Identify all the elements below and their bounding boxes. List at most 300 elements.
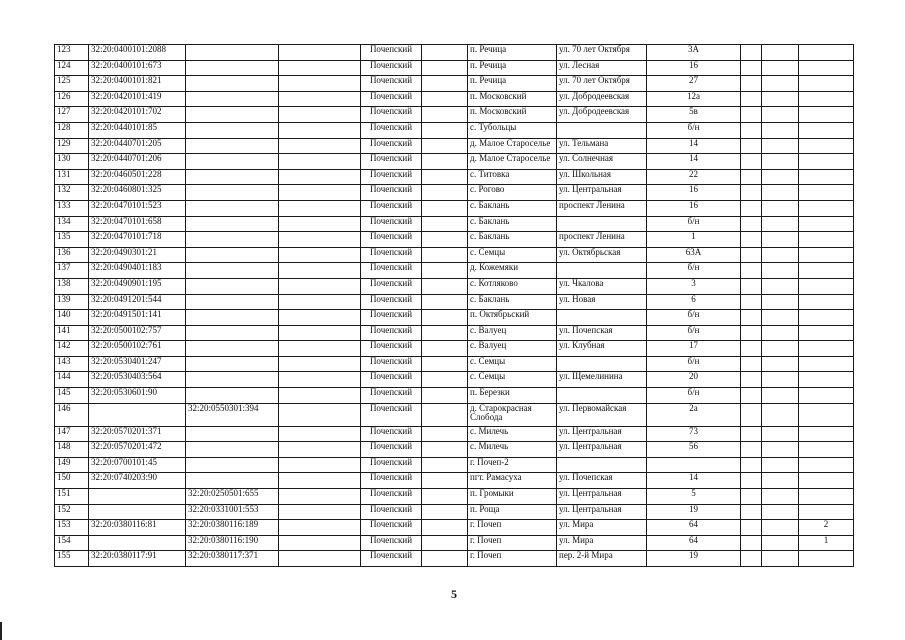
cell-unit-count [799,200,854,216]
cell-district: Почепский [361,551,422,567]
cell-cadastral-number [89,403,186,426]
cell-blank-column [279,310,361,326]
cell-blank-column-2 [422,535,468,551]
cell-cadastral-number: 32:20:0570201:371 [89,426,186,442]
cell-street [557,388,647,404]
table-row [55,263,854,279]
cell-building-cadastral-number [186,457,279,473]
property-registry-table [54,44,854,567]
cell-settlement: д. Старокрасная Слобода [468,403,557,426]
cell-blank-column [279,356,361,372]
cell-blank-column-4 [762,489,799,505]
cell-blank-column-3 [741,169,762,185]
cell-row-number: 136 [55,247,89,263]
cell-blank-column-4 [762,60,799,76]
cell-cadastral-number: 32:20:0490401:183 [89,263,186,279]
cell-blank-column [279,551,361,567]
cell-street: ул. Центральная [557,426,647,442]
cell-district: Почепский [361,45,422,61]
cell-unit-count [799,232,854,248]
cell-blank-column-4 [762,372,799,388]
cell-blank-column-3 [741,76,762,92]
cell-building-cadastral-number [186,294,279,310]
cell-blank-column-4 [762,388,799,404]
cell-row-number: 153 [55,520,89,536]
cell-cadastral-number: 32:20:0491201:544 [89,294,186,310]
cell-blank-column-2 [422,154,468,170]
table-row [55,247,854,263]
cell-row-number: 141 [55,325,89,341]
cell-blank-column-4 [762,403,799,426]
cell-settlement: п. Речица [468,76,557,92]
cell-building-cadastral-number: 32:20:0550301:394 [186,403,279,426]
cell-settlement: п. Московский [468,107,557,123]
cell-blank-column [279,107,361,123]
table-row [55,442,854,458]
cell-building-cadastral-number [186,200,279,216]
cell-cadastral-number: 32:20:0380117:91 [89,551,186,567]
cell-cadastral-number: 32:20:0380116:81 [89,520,186,536]
cell-blank-column-3 [741,263,762,279]
cell-row-number: 130 [55,154,89,170]
cell-blank-column-2 [422,310,468,326]
cell-blank-column-2 [422,520,468,536]
cell-building-cadastral-number [186,216,279,232]
cell-blank-column-3 [741,520,762,536]
table-row [55,60,854,76]
cell-house-number: 20 [647,372,741,388]
cell-blank-column-2 [422,138,468,154]
cell-settlement: п. Речица [468,60,557,76]
cell-house-number: 27 [647,76,741,92]
table-row [55,388,854,404]
cell-building-cadastral-number [186,232,279,248]
cell-blank-column [279,473,361,489]
cell-row-number: 134 [55,216,89,232]
cell-blank-column-4 [762,138,799,154]
cell-blank-column-3 [741,216,762,232]
cell-row-number: 144 [55,372,89,388]
cell-settlement: с. Милечь [468,442,557,458]
cell-blank-column [279,91,361,107]
cell-house-number: 3 [647,278,741,294]
cell-house-number: 73 [647,426,741,442]
table-row [55,232,854,248]
cell-house-number: 22 [647,169,741,185]
cell-unit-count [799,457,854,473]
cell-house-number: б/н [647,263,741,279]
cell-row-number: 124 [55,60,89,76]
cell-blank-column [279,388,361,404]
cell-blank-column-2 [422,341,468,357]
cell-building-cadastral-number [186,45,279,61]
cell-street: ул. Щемелинина [557,372,647,388]
cell-blank-column-3 [741,138,762,154]
cell-district: Почепский [361,372,422,388]
cell-blank-column [279,232,361,248]
cell-building-cadastral-number: 32:20:0250501:655 [186,489,279,505]
cell-row-number: 135 [55,232,89,248]
cell-district: Почепский [361,76,422,92]
cell-blank-column [279,294,361,310]
cell-row-number: 126 [55,91,89,107]
cell-building-cadastral-number [186,185,279,201]
table-row [55,107,854,123]
cell-row-number: 154 [55,535,89,551]
cell-blank-column [279,426,361,442]
cell-street [557,457,647,473]
cell-building-cadastral-number: 32:20:0331001:553 [186,504,279,520]
cell-blank-column-3 [741,388,762,404]
cell-cadastral-number: 32:20:0530601:90 [89,388,186,404]
table-row [55,91,854,107]
cell-unit-count: 1 [799,535,854,551]
cell-unit-count [799,341,854,357]
cell-blank-column [279,535,361,551]
cell-settlement: п. Роща [468,504,557,520]
cell-settlement: д. Малое Староселье [468,154,557,170]
cell-house-number: б/н [647,325,741,341]
cell-blank-column-3 [741,247,762,263]
cell-house-number: 19 [647,504,741,520]
cell-blank-column-3 [741,45,762,61]
cell-settlement: с. Милечь [468,426,557,442]
cell-cadastral-number: 32:20:0420101:419 [89,91,186,107]
cell-street: ул. Лесная [557,60,647,76]
cell-blank-column [279,403,361,426]
cell-unit-count [799,310,854,326]
cell-blank-column-2 [422,442,468,458]
cell-blank-column-4 [762,504,799,520]
cell-settlement: с. Рогово [468,185,557,201]
cell-cadastral-number: 32:20:0460501:228 [89,169,186,185]
cell-house-number: 17 [647,341,741,357]
cell-blank-column [279,247,361,263]
cell-street: ул. Школьная [557,169,647,185]
cell-row-number: 145 [55,388,89,404]
cell-house-number: б/н [647,356,741,372]
cell-blank-column [279,278,361,294]
cell-blank-column [279,76,361,92]
cell-row-number: 127 [55,107,89,123]
cell-unit-count [799,489,854,505]
cell-house-number: 12а [647,91,741,107]
cell-house-number: 5 [647,489,741,505]
cell-blank-column [279,45,361,61]
cell-blank-column [279,138,361,154]
cell-cadastral-number: 32:20:0530401:247 [89,356,186,372]
cell-blank-column-3 [741,489,762,505]
cell-street: ул. Чкалова [557,278,647,294]
cell-blank-column-3 [741,551,762,567]
cell-blank-column-3 [741,185,762,201]
table-row [55,372,854,388]
cell-settlement: г. Почеп [468,535,557,551]
cell-blank-column-4 [762,341,799,357]
cell-unit-count [799,185,854,201]
cell-blank-column-4 [762,535,799,551]
cell-cadastral-number: 32:20:0491501:141 [89,310,186,326]
cell-unit-count [799,76,854,92]
cell-blank-column-3 [741,294,762,310]
table-row [55,504,854,520]
cell-street: ул. Центральная [557,489,647,505]
cell-street [557,122,647,138]
cell-district: Почепский [361,489,422,505]
cell-street: ул. Почепская [557,473,647,489]
cell-blank-column-2 [422,504,468,520]
cell-unit-count [799,60,854,76]
cell-house-number: б/н [647,122,741,138]
cell-building-cadastral-number [186,154,279,170]
cell-unit-count [799,107,854,123]
cell-blank-column-3 [741,200,762,216]
cell-district: Почепский [361,426,422,442]
cell-blank-column-4 [762,520,799,536]
cell-building-cadastral-number [186,325,279,341]
cell-row-number: 142 [55,341,89,357]
cell-house-number: 5в [647,107,741,123]
cell-house-number: 14 [647,473,741,489]
table-row [55,122,854,138]
cell-blank-column [279,169,361,185]
cell-building-cadastral-number: 32:20:0380116:189 [186,520,279,536]
cell-blank-column-4 [762,426,799,442]
cell-street: ул. Центральная [557,442,647,458]
cell-house-number: 6 [647,294,741,310]
cell-blank-column-2 [422,122,468,138]
cell-unit-count [799,169,854,185]
cell-unit-count [799,263,854,279]
cell-blank-column [279,504,361,520]
cell-row-number: 151 [55,489,89,505]
cell-house-number: 16 [647,200,741,216]
cell-settlement: пгт. Рамасуха [468,473,557,489]
cell-blank-column [279,216,361,232]
cell-unit-count [799,388,854,404]
cell-blank-column-3 [741,426,762,442]
cell-blank-column-2 [422,294,468,310]
cell-blank-column-2 [422,278,468,294]
cell-blank-column-4 [762,442,799,458]
cell-blank-column-2 [422,388,468,404]
cell-blank-column-4 [762,473,799,489]
cell-cadastral-number: 32:20:0420101:702 [89,107,186,123]
cell-row-number: 139 [55,294,89,310]
table-row [55,325,854,341]
cell-row-number: 150 [55,473,89,489]
cell-blank-column [279,122,361,138]
cell-street: ул. Почепская [557,325,647,341]
cell-settlement: с. Баклань [468,200,557,216]
cell-building-cadastral-number [186,442,279,458]
cell-district: Почепский [361,341,422,357]
cell-cadastral-number: 32:20:0490901:195 [89,278,186,294]
cell-building-cadastral-number [186,356,279,372]
cell-street: ул. Клубная [557,341,647,357]
cell-district: Почепский [361,216,422,232]
cell-blank-column [279,372,361,388]
cell-street: ул. Мира [557,520,647,536]
cell-blank-column-4 [762,232,799,248]
cell-blank-column-2 [422,45,468,61]
cell-unit-count [799,325,854,341]
cell-street: ул. Мира [557,535,647,551]
cell-district: Почепский [361,457,422,473]
cell-unit-count: 2 [799,520,854,536]
cell-row-number: 146 [55,403,89,426]
cell-blank-column-2 [422,457,468,473]
cell-blank-column-3 [741,473,762,489]
cell-unit-count [799,154,854,170]
cell-settlement: г. Почеп-2 [468,457,557,473]
cell-blank-column-4 [762,122,799,138]
cell-street: ул. 70 лет Октября [557,45,647,61]
table-row [55,278,854,294]
cell-blank-column-4 [762,107,799,123]
cell-row-number: 149 [55,457,89,473]
cell-cadastral-number: 32:20:0440701:205 [89,138,186,154]
cell-blank-column [279,325,361,341]
cell-blank-column-2 [422,473,468,489]
table-row [55,169,854,185]
cell-district: Почепский [361,232,422,248]
cell-blank-column-4 [762,325,799,341]
cell-district: Почепский [361,403,422,426]
cell-row-number: 137 [55,263,89,279]
cell-building-cadastral-number [186,122,279,138]
cell-street: пер. 2-й Мира [557,551,647,567]
cell-building-cadastral-number [186,473,279,489]
cell-district: Почепский [361,247,422,263]
cell-house-number [647,457,741,473]
cell-settlement: с. Баклань [468,232,557,248]
cell-district: Почепский [361,169,422,185]
cell-settlement: с. Семцы [468,356,557,372]
cell-settlement: п. Речица [468,45,557,61]
cell-settlement: п. Громыки [468,489,557,505]
cell-settlement: г. Почеп [468,520,557,536]
table-row [55,489,854,505]
cell-building-cadastral-number [186,60,279,76]
table-row [55,551,854,567]
cell-district: Почепский [361,473,422,489]
cell-row-number: 131 [55,169,89,185]
cell-district: Почепский [361,325,422,341]
cell-house-number: 56 [647,442,741,458]
cell-unit-count [799,216,854,232]
cell-settlement: п. Московский [468,91,557,107]
cell-blank-column [279,489,361,505]
cell-cadastral-number: 32:20:0740203:90 [89,473,186,489]
table-row [55,200,854,216]
cell-district: Почепский [361,294,422,310]
cell-unit-count [799,247,854,263]
cell-blank-column-3 [741,91,762,107]
cell-blank-column-2 [422,372,468,388]
cell-blank-column-2 [422,60,468,76]
cell-settlement: с. Тубольцы [468,122,557,138]
table-body [55,45,854,567]
cell-settlement: п. Березки [468,388,557,404]
cell-cadastral-number: 32:20:0400101:821 [89,76,186,92]
cell-house-number: 14 [647,138,741,154]
cell-house-number: 1 [647,232,741,248]
cell-district: Почепский [361,60,422,76]
cell-unit-count [799,551,854,567]
cell-settlement: д. Малое Староселье [468,138,557,154]
cell-cadastral-number: 32:20:0400101:2088 [89,45,186,61]
cell-street: проспект Ленина [557,232,647,248]
table-row [55,138,854,154]
cell-blank-column-2 [422,247,468,263]
cell-district: Почепский [361,520,422,536]
cell-row-number: 132 [55,185,89,201]
cell-building-cadastral-number [186,76,279,92]
cell-blank-column-3 [741,535,762,551]
cell-unit-count [799,122,854,138]
table-row [55,403,854,426]
cell-street: ул. Центральная [557,504,647,520]
cell-house-number: 2а [647,403,741,426]
cell-blank-column [279,520,361,536]
cell-district: Почепский [361,535,422,551]
cell-cadastral-number: 32:20:0570201:472 [89,442,186,458]
cell-blank-column-2 [422,185,468,201]
cell-blank-column-4 [762,294,799,310]
cell-settlement: с. Котляково [468,278,557,294]
cell-row-number: 155 [55,551,89,567]
table-row [55,535,854,551]
cell-unit-count [799,138,854,154]
cell-blank-column-3 [741,341,762,357]
cell-blank-column-4 [762,169,799,185]
cell-unit-count [799,372,854,388]
cell-house-number: 16 [647,185,741,201]
table-row [55,520,854,536]
cell-blank-column-3 [741,154,762,170]
cell-cadastral-number: 32:20:0440701:206 [89,154,186,170]
cell-building-cadastral-number [186,138,279,154]
table-row [55,426,854,442]
cell-blank-column-4 [762,76,799,92]
cell-street [557,216,647,232]
cell-row-number: 133 [55,200,89,216]
cell-cadastral-number: 32:20:0440101:85 [89,122,186,138]
cell-blank-column-2 [422,76,468,92]
cell-building-cadastral-number [186,263,279,279]
cell-street: ул. Центральная [557,185,647,201]
cell-row-number: 138 [55,278,89,294]
cell-cadastral-number: 32:20:0470101:658 [89,216,186,232]
cell-blank-column-2 [422,169,468,185]
cell-blank-column [279,341,361,357]
cell-house-number: 14 [647,154,741,170]
cell-blank-column [279,185,361,201]
table-row [55,457,854,473]
table-row [55,76,854,92]
cell-blank-column-3 [741,310,762,326]
cell-building-cadastral-number [186,247,279,263]
cell-cadastral-number: 32:20:0470101:718 [89,232,186,248]
cell-blank-column-4 [762,263,799,279]
cell-street: ул. Добродеевская [557,107,647,123]
table-row [55,185,854,201]
cell-blank-column-2 [422,426,468,442]
table-row [55,310,854,326]
cell-row-number: 123 [55,45,89,61]
cell-settlement: с. Валуец [468,341,557,357]
